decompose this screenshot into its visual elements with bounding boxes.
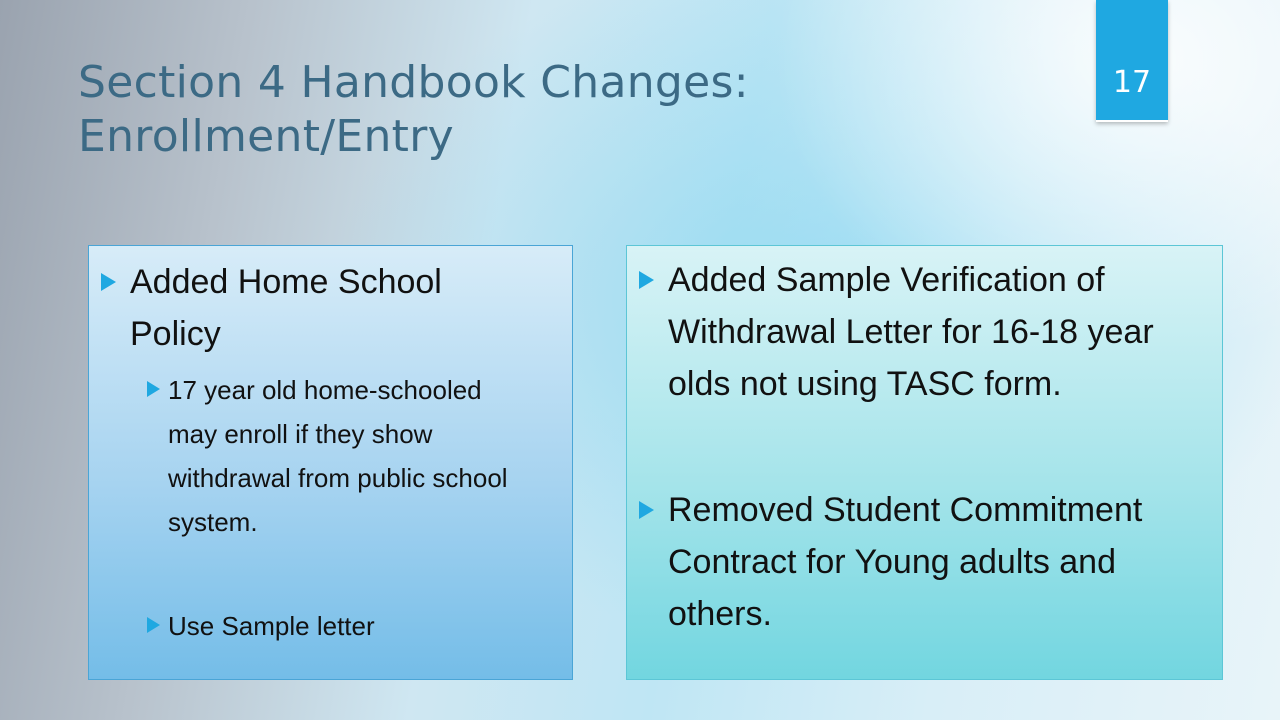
- slide-title-line2: Enrollment/Entry: [78, 111, 454, 162]
- bullet-text: Use Sample letter: [168, 611, 375, 641]
- right-content-box: [626, 245, 1223, 680]
- bullet-arrow-icon: [147, 617, 160, 633]
- left-content-box: [88, 245, 573, 680]
- slide-title-line1: Section 4 Handbook Changes:: [78, 57, 749, 108]
- bullet-arrow-icon: [639, 501, 654, 519]
- bullet-text: Removed Student Commitment Contract for Young adults and others.: [668, 491, 1143, 633]
- bullet-removed-contract: [639, 484, 1199, 640]
- page-number-tab: [1096, 0, 1168, 122]
- bullet-arrow-icon: [101, 273, 116, 291]
- sub-bullet-home-schooled-enroll: [147, 368, 527, 544]
- bullet-home-school-policy: [101, 256, 541, 360]
- bullet-text: 17 year old home-schooled may enroll if they show withdrawal from public school system.: [168, 375, 508, 537]
- bullet-arrow-icon: [639, 271, 654, 289]
- page-number: 17: [1112, 65, 1152, 100]
- bullet-text: Added Home School Policy: [130, 263, 442, 353]
- sub-bullet-sample-letter: [147, 604, 527, 648]
- bullet-arrow-icon: [147, 381, 160, 397]
- bullet-sample-verification: [639, 254, 1199, 410]
- bullet-text: Added Sample Verification of Withdrawal Letter for 16-18 year olds not using TASC form.: [668, 261, 1154, 403]
- slide-title: [78, 56, 1078, 164]
